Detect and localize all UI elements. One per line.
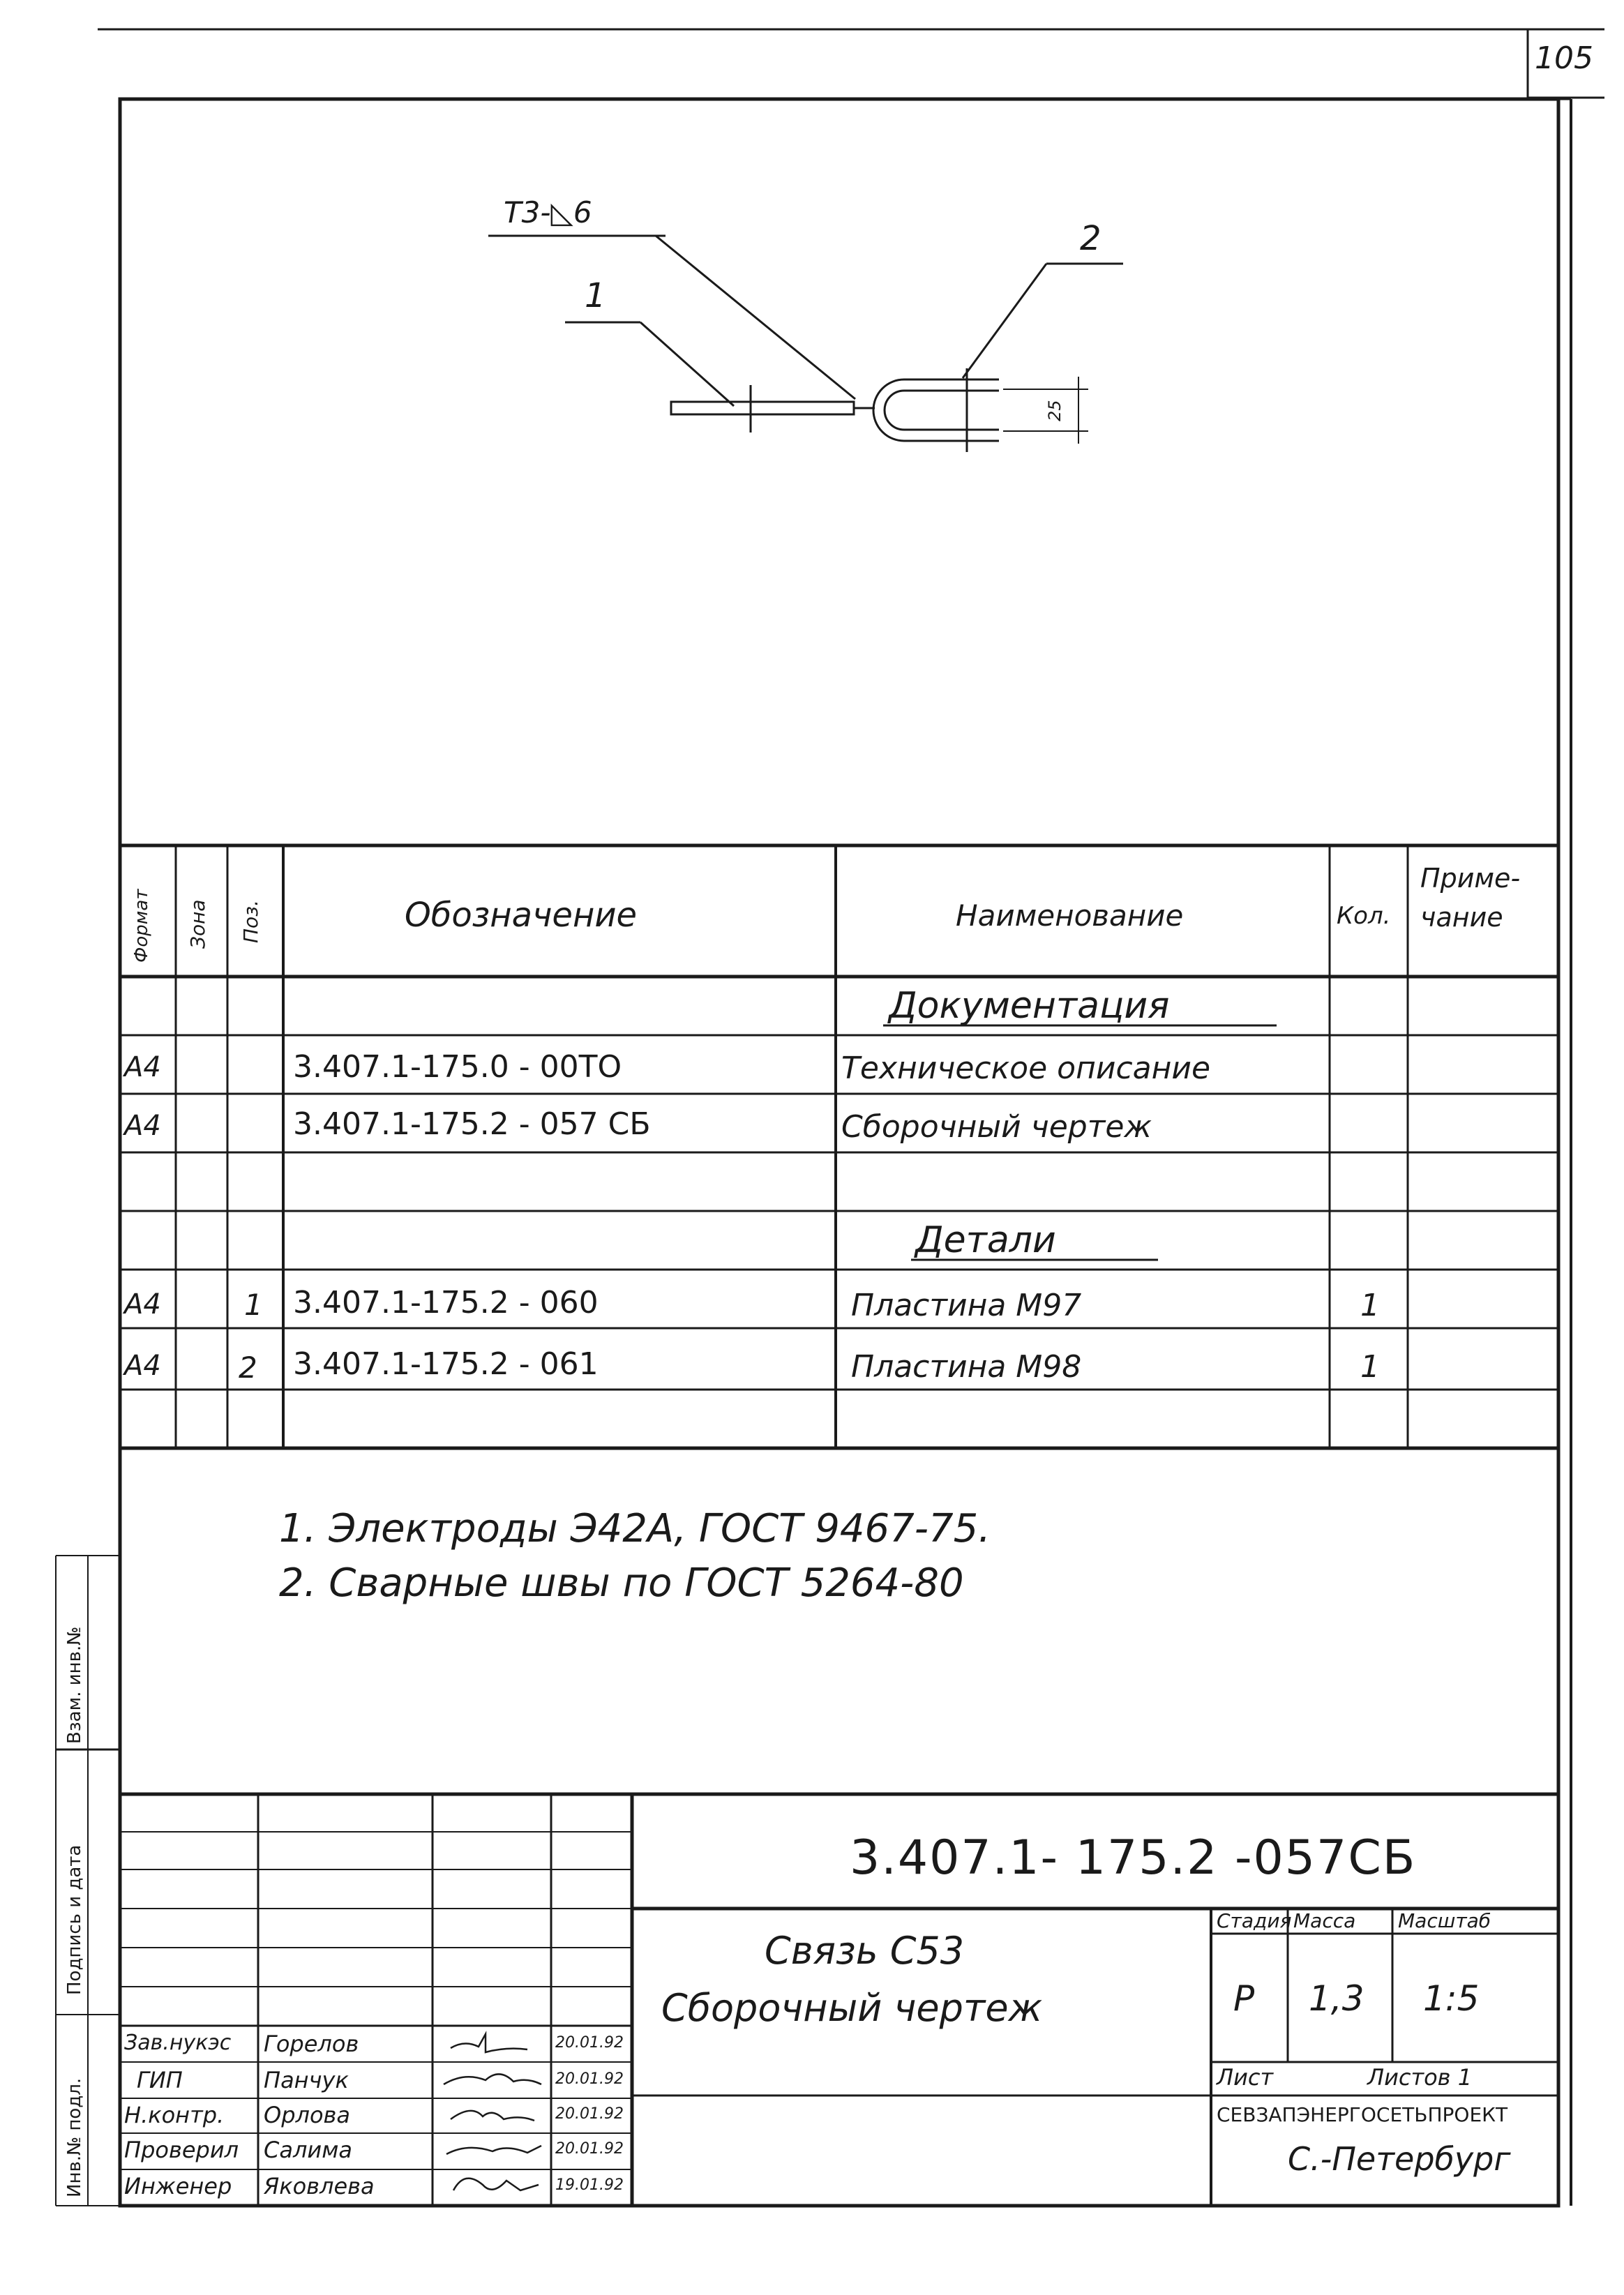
scale-label: Масштаб: [1398, 1909, 1491, 1932]
stage-value: Р: [1233, 1978, 1255, 2019]
signature-1: [451, 2034, 527, 2052]
doc-number: 3.407.1- 175.2 -057СБ: [850, 1830, 1417, 1886]
row2-designation: 3.407.1-175.2 - 057 СБ: [293, 1106, 651, 1142]
title-line1: Связь С53: [765, 1929, 965, 1973]
organization: СЕВЗАПЭНЕРГОСЕТЬПРОЕКТ: [1217, 2103, 1508, 2126]
callout-2: 2: [1080, 219, 1102, 258]
side-stamp-inventory: Инв.№ подл.: [64, 2077, 85, 2197]
plate-m98-inner: [885, 391, 999, 430]
plate-m98-outer: [873, 379, 999, 441]
part-drawing: [488, 236, 1123, 452]
plate-m97: [671, 402, 854, 414]
section-documentation: Документация: [889, 985, 1170, 1027]
sig-role-2: ГИП: [137, 2067, 183, 2093]
sig-date-4: 20.01.92: [555, 2140, 624, 2158]
row1-designation: 3.407.1-175.0 - 00ТО: [293, 1049, 622, 1085]
sig-role-1: Зав.нукэс: [124, 2031, 232, 2055]
header-note-line1: Приме-: [1420, 863, 1521, 894]
sig-name-3: Орлова: [264, 2102, 350, 2128]
side-stamp-replacement: Взам. инв.№: [64, 1626, 85, 1744]
header-pos: Поз.: [239, 900, 262, 943]
sig-name-2: Панчук: [264, 2067, 349, 2093]
row3-format: А4: [124, 1288, 161, 1320]
sig-date-2: 20.01.92: [555, 2070, 624, 2088]
mass-label: Масса: [1293, 1909, 1356, 1932]
note-1: 1. Электроды Э42А, ГОСТ 9467-75.: [279, 1506, 991, 1551]
row2-format: А4: [124, 1110, 161, 1142]
row1-name: Техническое описание: [841, 1051, 1211, 1086]
row4-designation: 3.407.1-175.2 - 061: [293, 1346, 599, 1382]
sig-name-4: Салима: [264, 2137, 352, 2163]
row3-qty: 1: [1360, 1288, 1380, 1323]
signature-5: [453, 2179, 539, 2190]
header-zone: Зона: [186, 899, 209, 949]
row4-qty: 1: [1360, 1349, 1380, 1385]
sig-name-5: Яковлева: [264, 2173, 375, 2199]
row4-format: А4: [124, 1350, 161, 1382]
row1-format: А4: [124, 1051, 161, 1083]
sig-date-5: 19.01.92: [555, 2176, 624, 2194]
header-qty: Кол.: [1337, 902, 1391, 930]
weld-symbol-label: Т3-◺6: [504, 195, 592, 230]
sheets-label: Листов 1: [1367, 2064, 1473, 2091]
side-stamp-signature-date: Подпись и дата: [64, 1844, 85, 1995]
sig-name-1: Горелов: [264, 2031, 359, 2057]
row3-designation: 3.407.1-175.2 - 060: [293, 1285, 599, 1320]
row2-name: Сборочный чертеж: [841, 1109, 1152, 1145]
sig-date-1: 20.01.92: [555, 2034, 624, 2052]
note-2: 2. Сварные швы по ГОСТ 5264-80: [279, 1560, 964, 1606]
row3-name: Пластина М97: [851, 1288, 1082, 1323]
mass-value: 1,3: [1309, 1978, 1364, 2019]
page-number: 105: [1535, 40, 1593, 76]
city: С.-Петербург: [1288, 2140, 1511, 2178]
sheet-label: Лист: [1217, 2064, 1274, 2091]
header-note-line2: чание: [1420, 902, 1503, 933]
row4-pos: 2: [239, 1350, 257, 1385]
header-designation: Обозначение: [405, 896, 638, 935]
dimension-25: 25: [1045, 400, 1065, 421]
signature-marks: [437, 2026, 548, 2204]
sig-role-5: Инженер: [124, 2173, 232, 2199]
scale-value: 1:5: [1423, 1978, 1480, 2019]
sig-role-4: Проверил: [124, 2137, 239, 2163]
row4-name: Пластина М98: [851, 1349, 1082, 1385]
sig-date-3: 20.01.92: [555, 2105, 624, 2123]
title-line2: Сборочный чертеж: [661, 1986, 1043, 2030]
header-format: Формат: [131, 889, 152, 963]
signature-2: [444, 2074, 541, 2084]
callout-1: 1: [585, 276, 606, 315]
stage-label: Стадия: [1217, 1909, 1292, 1932]
row3-pos: 1: [244, 1288, 263, 1322]
signature-3: [451, 2111, 534, 2121]
header-name: Наименование: [956, 898, 1184, 933]
sig-role-3: Н.контр.: [124, 2102, 225, 2128]
signature-4: [446, 2146, 541, 2154]
section-details: Детали: [915, 1219, 1056, 1261]
